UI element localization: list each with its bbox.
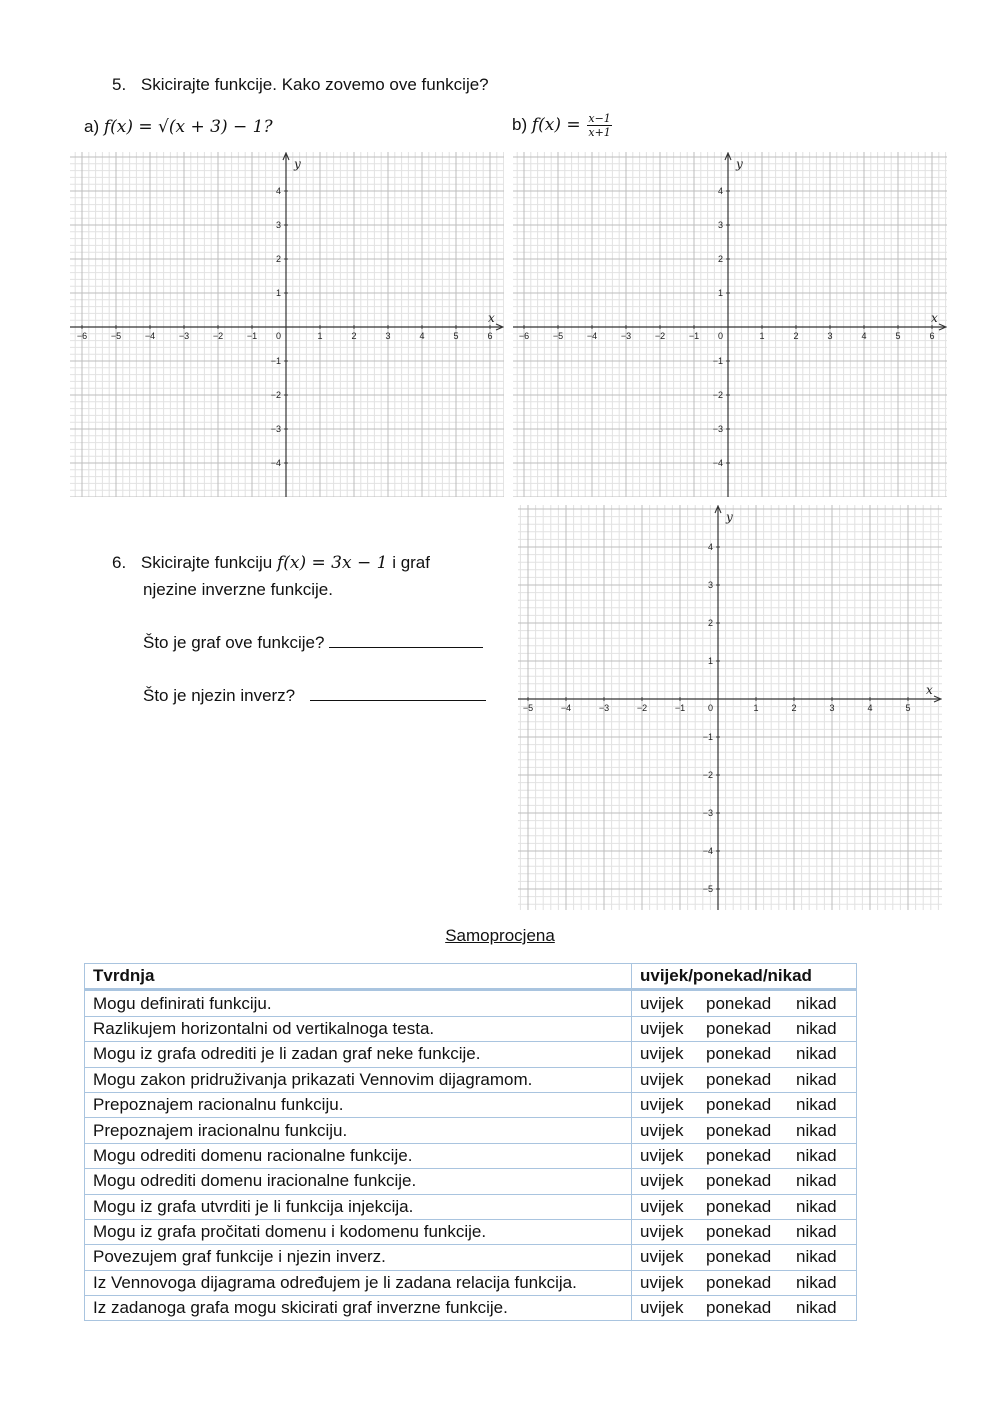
- table-row: [85, 990, 857, 1016]
- table-row: [85, 1143, 857, 1168]
- column-header-statement: Tvrdnja: [85, 964, 632, 990]
- y-tick-label: −4: [270, 458, 281, 468]
- rating-option-sometimes[interactable]: ponekad: [706, 1272, 772, 1292]
- x-tick-label: 4: [867, 703, 873, 713]
- rating-cell: [632, 1067, 857, 1092]
- y-tick-label: −4: [702, 846, 713, 856]
- task6-question1: [143, 632, 483, 654]
- rating-option-sometimes[interactable]: ponekad: [706, 1171, 772, 1191]
- x-tick-label: −2: [212, 331, 224, 341]
- task6-formula: f(x) = 3x − 1: [276, 553, 388, 573]
- rating-option-sometimes[interactable]: ponekad: [706, 1196, 772, 1216]
- x-tick-label: 3: [827, 331, 833, 341]
- rating-option-always[interactable]: uvijek: [640, 1298, 684, 1318]
- statement-cell: Razlikujem horizontalni od vertikalnoga testa.: [85, 1016, 632, 1041]
- x-tick-label: −4: [144, 331, 156, 341]
- rating-option-always[interactable]: uvijek: [640, 1018, 684, 1038]
- rating-option-always[interactable]: uvijek: [640, 1145, 684, 1165]
- x-tick-label: 0: [707, 703, 713, 713]
- task6-prompt-start: Skicirajte funkciju: [140, 553, 273, 572]
- task5-number: 5.: [112, 75, 127, 94]
- rating-option-never[interactable]: nikad: [796, 1145, 837, 1165]
- table-row: [85, 1296, 857, 1321]
- x-tick-label: −2: [654, 331, 666, 341]
- statement-cell: Mogu definirati funkciju.: [85, 990, 632, 1016]
- self-assessment-table: [84, 963, 857, 1321]
- y-tick-label: −2: [270, 390, 281, 400]
- rating-option-sometimes[interactable]: ponekad: [706, 1247, 772, 1267]
- rating-option-always[interactable]: uvijek: [640, 993, 684, 1013]
- y-tick-label: 4: [707, 542, 713, 552]
- task6-question2-text: Što je njezin inverz?: [143, 686, 296, 705]
- x-tick-label: −6: [518, 331, 530, 341]
- y-tick-label: −1: [702, 732, 713, 742]
- graph-b-coordinate-grid[interactable]: [513, 152, 947, 497]
- task6-prompt-end: i graf: [392, 553, 430, 572]
- task6-question2: [143, 685, 486, 707]
- table-row: [85, 1270, 857, 1295]
- graph-c-coordinate-grid[interactable]: [518, 505, 942, 910]
- task5a-letter: a): [84, 117, 100, 136]
- x-tick-label: 6: [929, 331, 935, 341]
- x-tick-label: 5: [895, 331, 901, 341]
- statement-cell: Iz zadanoga grafa mogu skicirati graf inverzne funkcije.: [85, 1296, 632, 1321]
- rating-option-sometimes[interactable]: ponekad: [706, 1145, 772, 1165]
- rating-cell: [632, 1042, 857, 1067]
- y-tick-label: 3: [717, 220, 723, 230]
- rating-option-always[interactable]: uvijek: [640, 1069, 684, 1089]
- task5b-fraction: [587, 112, 611, 139]
- table-row: [85, 1219, 857, 1244]
- statement-cell: Prepoznajem iracionalnu funkciju.: [85, 1118, 632, 1143]
- column-header-scale: uvijek/ponekad/nikad: [632, 964, 857, 990]
- table-row: [85, 1169, 857, 1194]
- x-tick-label: −5: [522, 703, 534, 713]
- y-tick-label: −3: [270, 424, 281, 434]
- table-row: [85, 1067, 857, 1092]
- x-tick-label: 5: [905, 703, 911, 713]
- x-tick-label: −1: [246, 331, 258, 341]
- task5b-letter: b): [512, 114, 528, 134]
- x-tick-label: 2: [351, 331, 357, 341]
- rating-option-never[interactable]: nikad: [796, 1222, 837, 1242]
- task6-answer2-line[interactable]: [310, 686, 486, 701]
- statement-cell: Povezujem graf funkcije i njezin inverz.: [85, 1245, 632, 1270]
- rating-option-never[interactable]: nikad: [796, 1044, 837, 1064]
- rating-cell: [632, 1296, 857, 1321]
- y-tick-label: 3: [707, 580, 713, 590]
- task5a-formula: f(x) = √(x + 3) − 1?: [103, 117, 273, 137]
- y-tick-label: −1: [270, 356, 281, 366]
- rating-option-sometimes[interactable]: ponekad: [706, 1069, 772, 1089]
- table-row: [85, 1092, 857, 1117]
- table-row: [85, 1042, 857, 1067]
- rating-option-always[interactable]: uvijek: [640, 1222, 684, 1242]
- task6-line1: [112, 552, 430, 574]
- y-tick-label: −4: [712, 458, 723, 468]
- x-tick-label: −1: [674, 703, 686, 713]
- rating-cell: [632, 1169, 857, 1194]
- rating-cell: [632, 1270, 857, 1295]
- y-tick-label: 1: [717, 288, 723, 298]
- self-assessment-title: Samoprocjena: [445, 926, 555, 945]
- task5b-denominator: x+1: [588, 126, 611, 139]
- table-row: [85, 1194, 857, 1219]
- table-header-row: [85, 964, 857, 990]
- table-row: [85, 1245, 857, 1270]
- rating-option-never[interactable]: nikad: [796, 1196, 837, 1216]
- rating-option-sometimes[interactable]: ponekad: [706, 1298, 772, 1318]
- y-tick-label: −2: [712, 390, 723, 400]
- x-tick-label: 6: [487, 331, 493, 341]
- rating-cell: [632, 1245, 857, 1270]
- statement-cell: Prepoznajem racionalnu funkciju.: [85, 1092, 632, 1117]
- rating-option-never[interactable]: nikad: [796, 1120, 837, 1140]
- rating-option-sometimes[interactable]: ponekad: [706, 1222, 772, 1242]
- graph-a-coordinate-grid[interactable]: [70, 152, 504, 497]
- x-tick-label: 0: [275, 331, 281, 341]
- rating-option-never[interactable]: nikad: [796, 993, 837, 1013]
- y-tick-label: −5: [702, 884, 713, 894]
- x-tick-label: 2: [793, 331, 799, 341]
- rating-option-never[interactable]: nikad: [796, 1247, 837, 1267]
- statement-cell: Mogu zakon pridruživanja prikazati Vennovim dijagramom.: [85, 1067, 632, 1092]
- rating-option-always[interactable]: uvijek: [640, 1120, 684, 1140]
- y-tick-label: −3: [702, 808, 713, 818]
- rating-option-sometimes[interactable]: ponekad: [706, 1018, 772, 1038]
- x-tick-label: −4: [560, 703, 572, 713]
- rating-option-always[interactable]: uvijek: [640, 1196, 684, 1216]
- x-tick-label: 1: [753, 703, 759, 713]
- x-tick-label: 1: [759, 331, 765, 341]
- y-tick-label: 2: [717, 254, 723, 264]
- x-tick-label: −3: [598, 703, 610, 713]
- x-tick-label: 2: [791, 703, 797, 713]
- x-tick-label: 0: [717, 331, 723, 341]
- task6-question1-text: Što je graf ove funkcije?: [143, 633, 325, 652]
- x-tick-label: −2: [636, 703, 648, 713]
- rating-option-never[interactable]: nikad: [796, 1069, 837, 1089]
- statement-cell: Mogu iz grafa pročitati domenu i kodomenu funkcije.: [85, 1219, 632, 1244]
- x-tick-label: −4: [586, 331, 598, 341]
- y-tick-label: 2: [707, 618, 713, 628]
- task5b-label: [512, 112, 612, 139]
- x-tick-label: 5: [453, 331, 459, 341]
- x-tick-label: 3: [385, 331, 391, 341]
- x-tick-label: 1: [317, 331, 323, 341]
- task5b-numerator: x−1: [588, 112, 611, 125]
- rating-cell: [632, 1143, 857, 1168]
- rating-option-sometimes[interactable]: ponekad: [706, 1095, 772, 1115]
- x-tick-label: 3: [829, 703, 835, 713]
- rating-option-never[interactable]: nikad: [796, 1298, 837, 1318]
- rating-option-sometimes[interactable]: ponekad: [706, 993, 772, 1013]
- x-tick-label: −3: [178, 331, 190, 341]
- y-tick-label: 4: [717, 186, 723, 196]
- x-axis-label: x: [488, 311, 495, 325]
- x-tick-label: 4: [861, 331, 867, 341]
- y-axis-label: y: [736, 157, 743, 171]
- statement-cell: Mogu iz grafa odrediti je li zadan graf neke funkcije.: [85, 1042, 632, 1067]
- rating-option-sometimes[interactable]: ponekad: [706, 1120, 772, 1140]
- y-tick-label: −2: [702, 770, 713, 780]
- rating-cell: [632, 1016, 857, 1041]
- x-axis-label: x: [931, 311, 938, 325]
- y-tick-label: 3: [275, 220, 281, 230]
- y-tick-label: −1: [712, 356, 723, 366]
- x-tick-label: −5: [552, 331, 564, 341]
- task5-prompt: Skicirajte funkcije. Kako zovemo ove funkcije?: [140, 75, 489, 94]
- x-tick-label: −1: [688, 331, 700, 341]
- rating-cell: [632, 990, 857, 1016]
- x-tick-label: −3: [620, 331, 632, 341]
- table-row: [85, 1118, 857, 1143]
- task6-line2: njezine inverzne funkcije.: [143, 580, 333, 599]
- task5b-formula-lhs: f(x) =: [531, 114, 581, 135]
- y-axis-label: y: [294, 157, 301, 171]
- rating-cell: [632, 1118, 857, 1143]
- rating-option-always[interactable]: uvijek: [640, 1272, 684, 1292]
- rating-option-never[interactable]: nikad: [796, 1018, 837, 1038]
- task5a-label: [84, 116, 273, 138]
- task6-answer1-line[interactable]: [329, 633, 483, 648]
- table-row: [85, 1016, 857, 1041]
- rating-option-sometimes[interactable]: ponekad: [706, 1044, 772, 1064]
- self-assessment-rows: [85, 990, 857, 1321]
- rating-cell: [632, 1219, 857, 1244]
- statement-cell: Iz Vennovoga dijagrama određujem je li zadana relacija funkcija.: [85, 1270, 632, 1295]
- task6-number: 6.: [112, 553, 127, 572]
- rating-option-never[interactable]: nikad: [796, 1272, 837, 1292]
- rating-cell: [632, 1194, 857, 1219]
- rating-option-always[interactable]: uvijek: [640, 1171, 684, 1191]
- rating-option-always[interactable]: uvijek: [640, 1095, 684, 1115]
- rating-option-always[interactable]: uvijek: [640, 1044, 684, 1064]
- statement-cell: Mogu odrediti domenu iracionalne funkcije.: [85, 1169, 632, 1194]
- rating-cell: [632, 1092, 857, 1117]
- y-tick-label: 1: [275, 288, 281, 298]
- x-tick-label: 4: [419, 331, 425, 341]
- y-tick-label: −3: [712, 424, 723, 434]
- task5-heading: [112, 74, 489, 96]
- x-tick-label: −6: [76, 331, 88, 341]
- statement-cell: Mogu iz grafa utvrditi je li funkcija injekcija.: [85, 1194, 632, 1219]
- rating-option-never[interactable]: nikad: [796, 1095, 837, 1115]
- statement-cell: Mogu odrediti domenu racionalne funkcije.: [85, 1143, 632, 1168]
- x-tick-label: −5: [110, 331, 122, 341]
- x-axis-label: x: [926, 683, 933, 697]
- y-tick-label: 2: [275, 254, 281, 264]
- rating-option-never[interactable]: nikad: [796, 1171, 837, 1191]
- y-axis-label: y: [726, 510, 733, 524]
- rating-option-always[interactable]: uvijek: [640, 1247, 684, 1267]
- y-tick-label: 4: [275, 186, 281, 196]
- y-tick-label: 1: [707, 656, 713, 666]
